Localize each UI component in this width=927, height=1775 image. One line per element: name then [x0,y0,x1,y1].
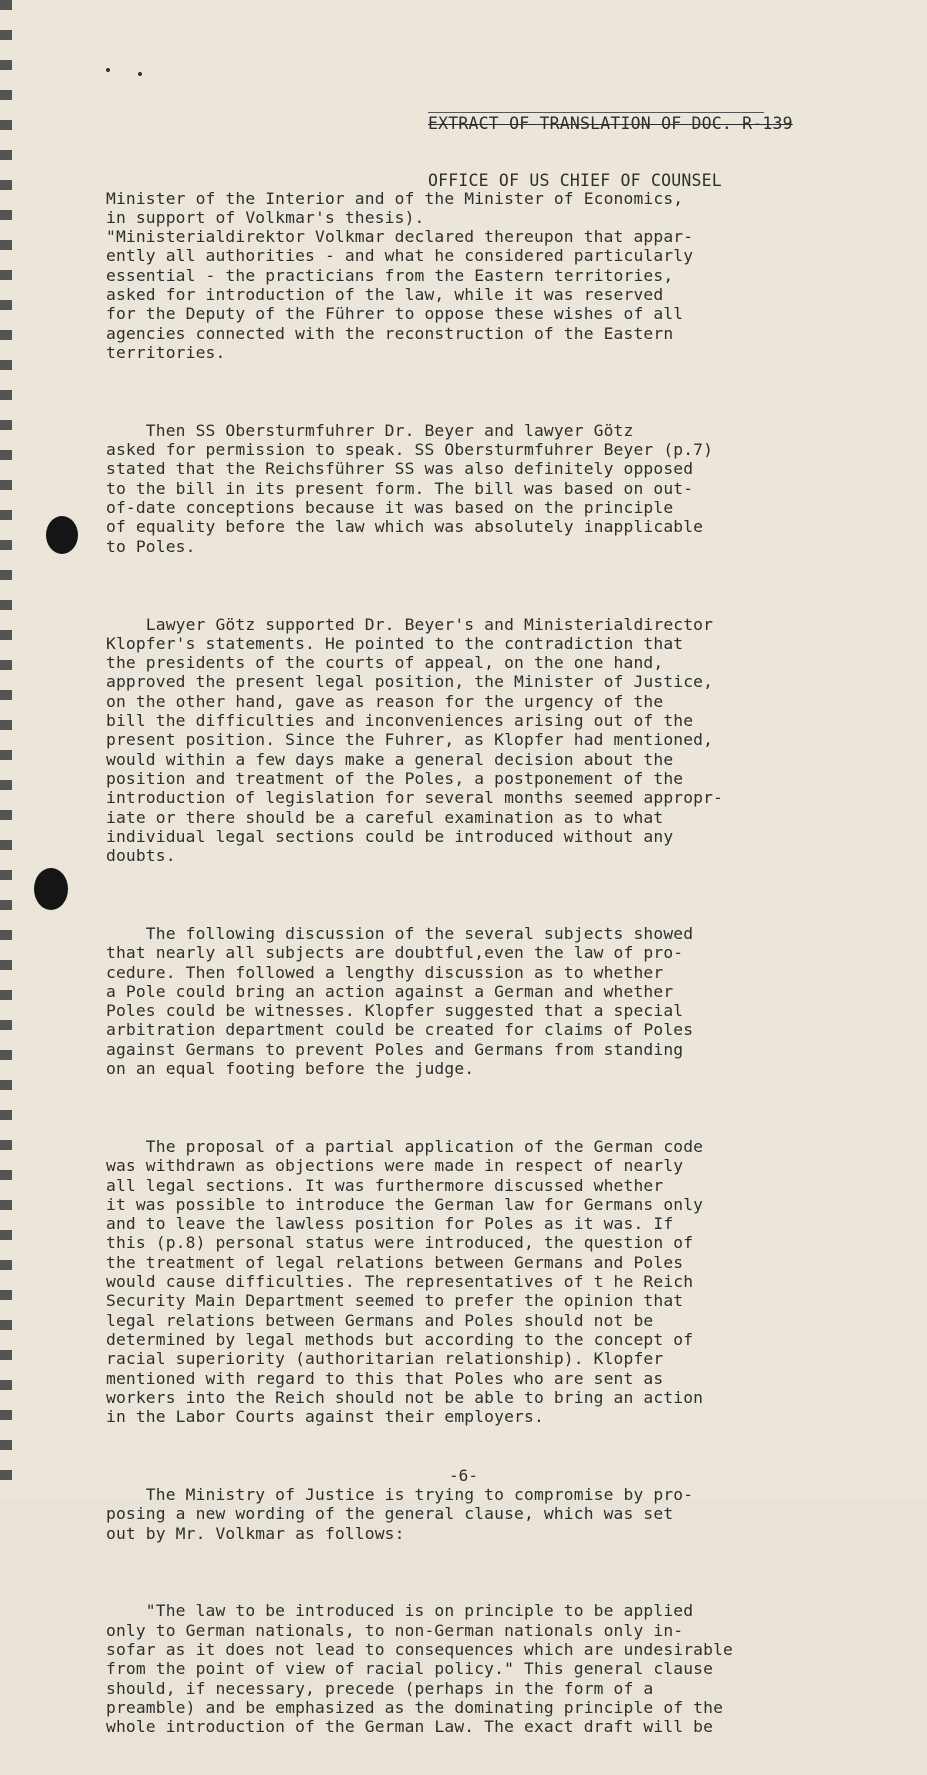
paragraph-2: Then SS Obersturmfuhrer Dr. Beyer and lawyer Götz asked for permission to speak. SS Obersturmfuhrer Beyer (p.7) stated that the Reichsführer SS was also definitely opposed to the bill in its present form. The bill was based on out- of-date conceptions because it was based on the principle of equality before the law which was absolutely inapplicable to Poles. [106,420,714,556]
paragraph-7: "The law to be introduced is on principle to be applied only to German nationals, to non-German nationals only in- sofar as it does not lead to consequences which are undesirable from the point of view of racial policy." This general clause should, if necessary, precede (perhaps in the form of a preamble) and be emphasized as the dominating principle of the whole introduction of the German Law. The exact draft will be [106,1601,733,1737]
page-number: -6- [449,1466,478,1485]
header-line-1: EXTRACT OF TRANSLATION OF DOC. R-139 [428,114,793,133]
paragraph-5: The proposal of a partial application of the German code was withdrawn as objections were made in respect of nearly all legal sections. It was furthermore discussed whether it was possible to introduce the German law for Germans only and to leave the lawless position for Poles as it was. If this (p.8) personal status were introduced, the question of the treatment of legal relations between Germans and Poles would cause difficulties. The representatives of t he Reich Security Main Department seemed to prefer the opinion that legal relations between Germans and Poles should not be determined by legal methods but according to the concept of racial superiority (authoritarian relationship). Klopfer mentioned with regard to this that Poles who are sent as workers into the Reich should not be able to bring an action in the Labor Courts against their employers. [106,1136,704,1427]
document-body [106,150,906,1775]
binding-edge [0,0,12,1500]
header-underline [428,112,764,113]
paragraph-4: The following discussion of the several subjects showed that nearly all subjects are doubtful,even the law of pro- cedure. Then followed a lengthy discussion as to whether a Pole could bring an action against a German and whether Poles could be witnesses. Klopfer suggested that a special arbitration department could be created for claims of Poles against Germans to prevent Poles and Germans from standing on an equal footing before the judge. [106,923,694,1079]
paragraph-6: The Ministry of Justice is trying to compromise by pro- posing a new wording of the general clause, which was set out by Mr. Volkmar as follows: [106,1485,694,1543]
paragraph-1: Minister of the Interior and of the Minister of Economics, in support of Volkmar's thesis). "Ministerialdirektor Volkmar declared thereupon that appar- ently all authorities - and what he considered particularly essential - the practicians from the Eastern territories, asked for introduction of the law, while it was reserved for the Deputy of the Führer to oppose these wishes of all agencies connected with the reconstruction of the Eastern territories. [106,188,694,362]
paragraph-3: Lawyer Götz supported Dr. Beyer's and Ministerialdirector Klopfer's statements. He pointed to the contradiction that the presidents of the courts of appeal, on the one hand, approved the present legal position, the Minister of Justice, on the other hand, gave as reason for the urgency of the bill the difficulties and inconveniences arising out of the present position. Since the Fuhrer, as Klopfer had mentioned, would within a few days make a general decision about the position and treatment of the Poles, a postponement of the introduction of legislation for several months seemed appropr- iate or there should be a careful examination as to what individual legal sections could be introduced without any doubts. [106,614,724,866]
punch-hole-bottom [34,868,68,910]
punch-hole-top [46,516,78,554]
header-line-2: OFFICE OF US CHIEF OF COUNSEL [428,171,722,190]
speck-1 [106,68,110,72]
speck-2 [138,72,142,76]
